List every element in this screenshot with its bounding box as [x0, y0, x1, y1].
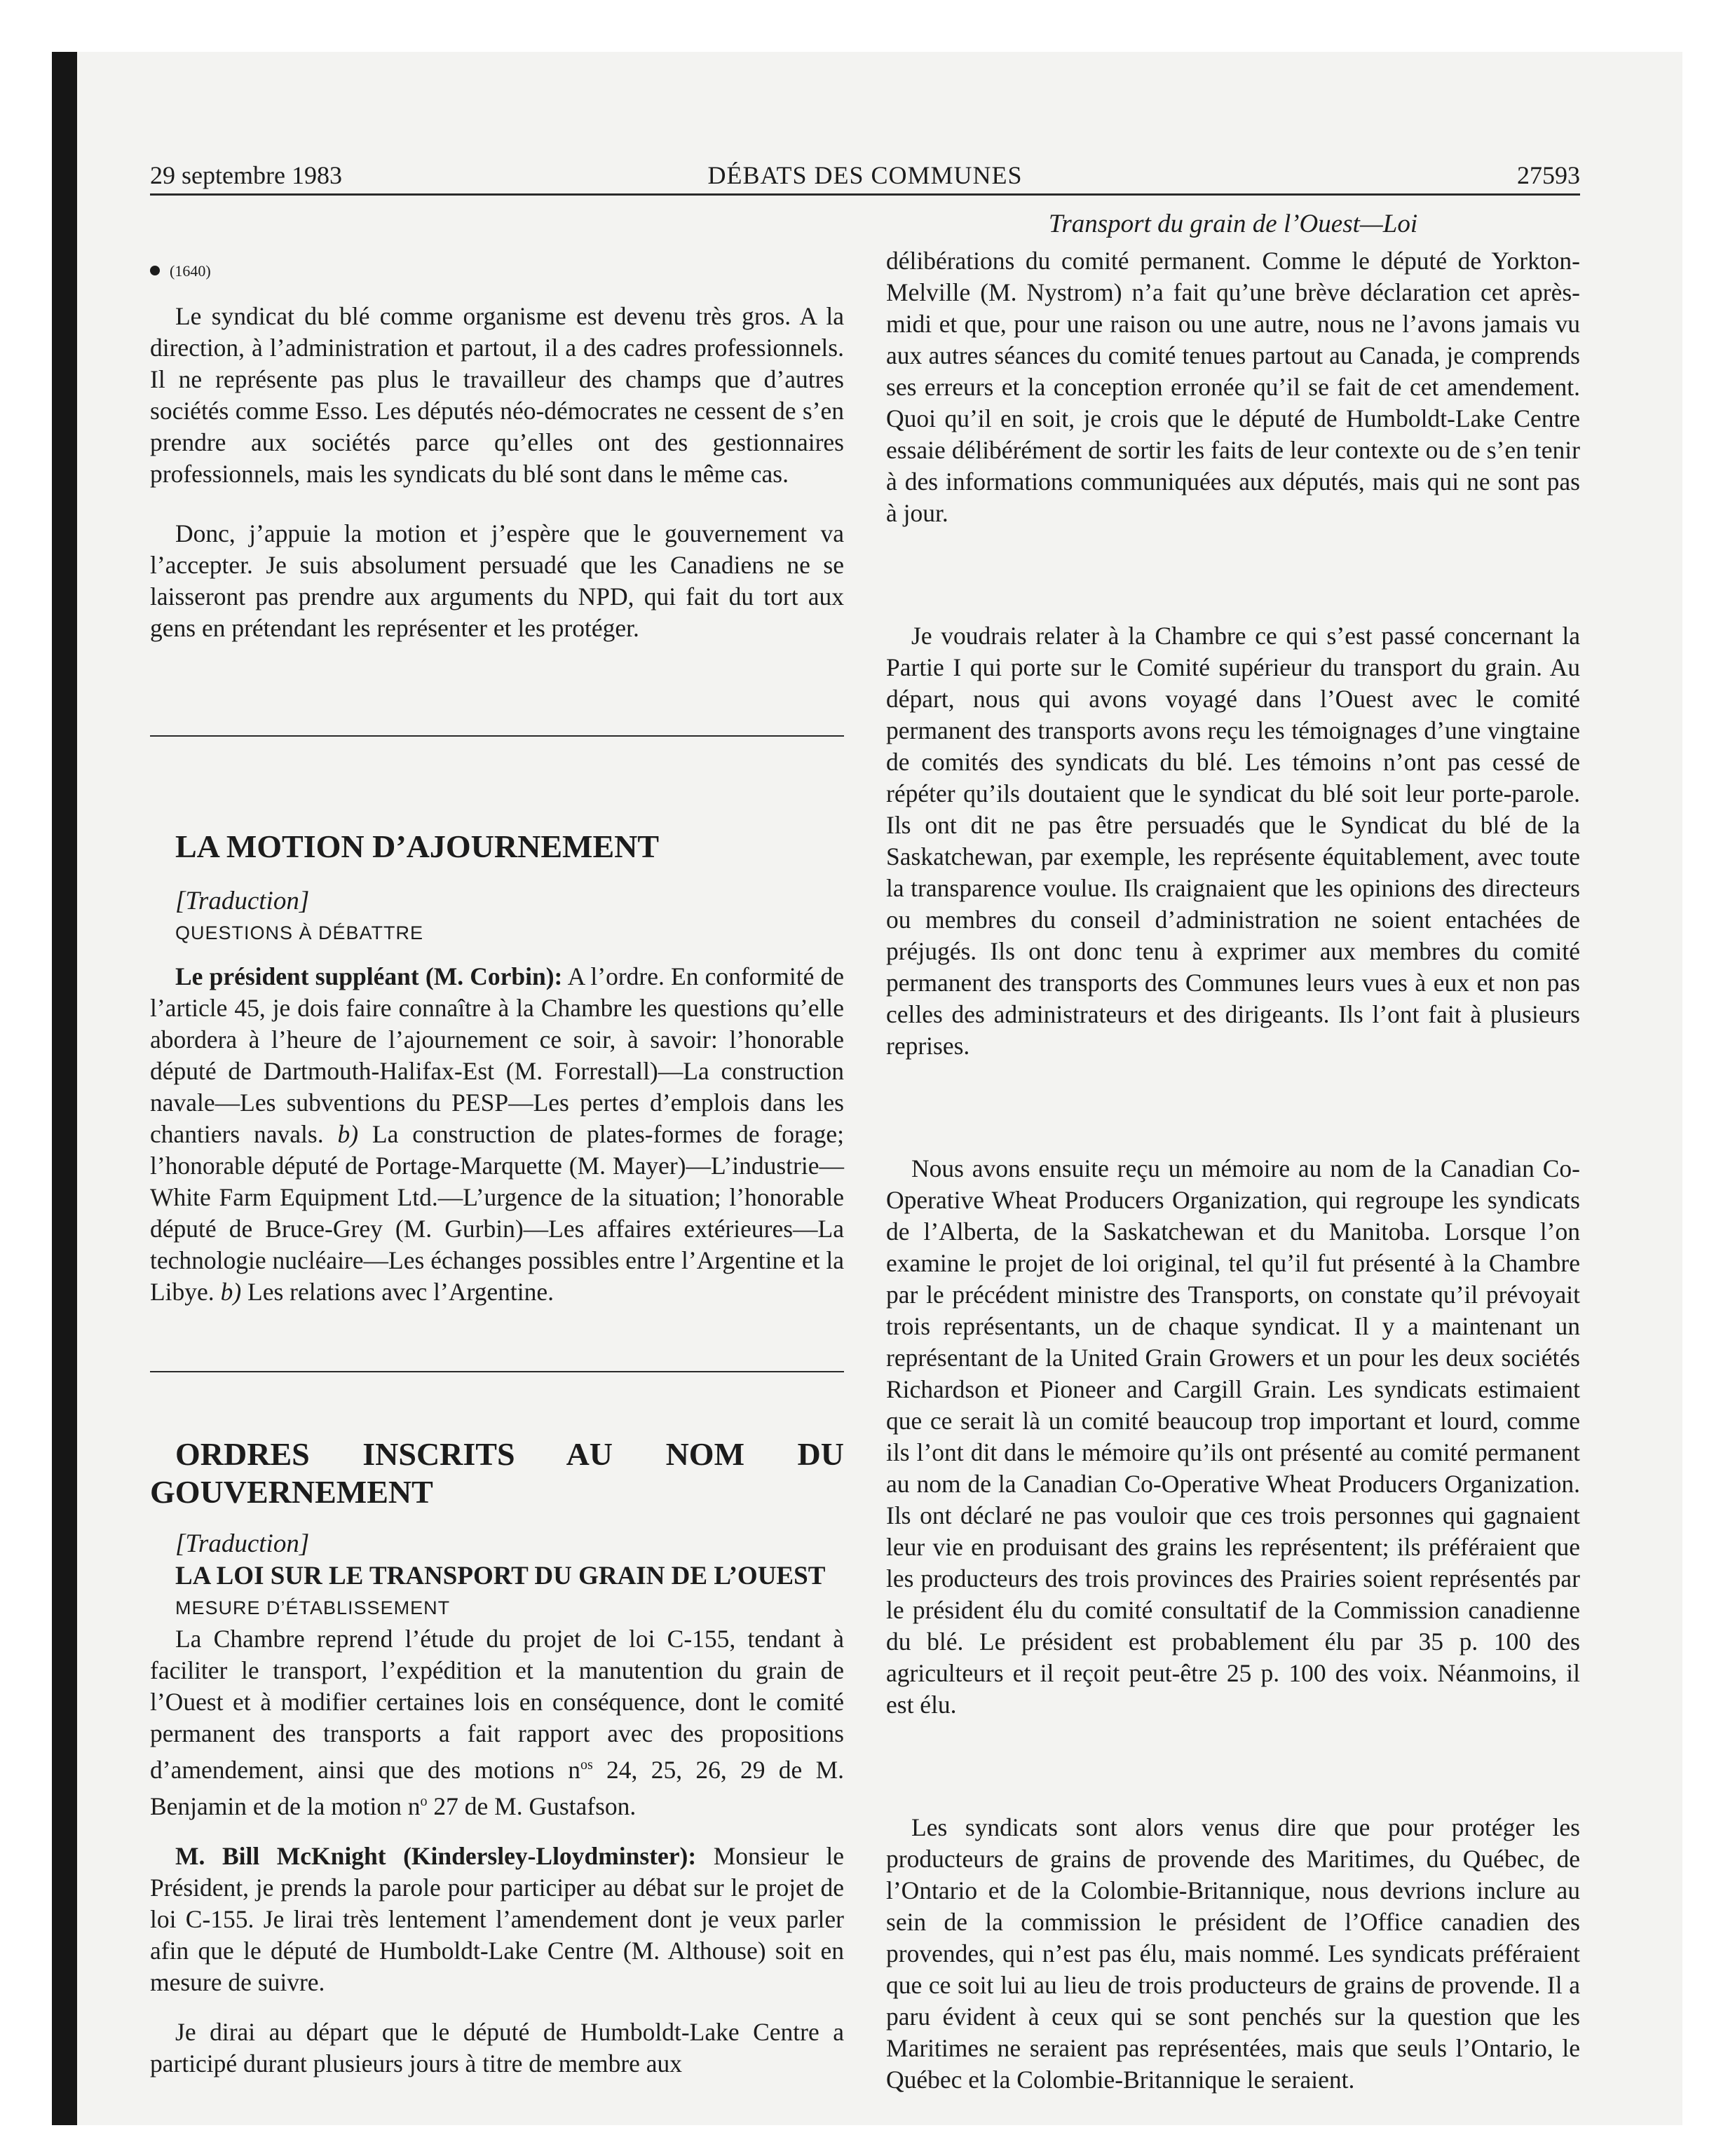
- paragraph: La Chambre reprend l’étude du projet de loi C-155, tendant à faciliter le transport, l’expédition et la manutention du grain de l’Ouest et à modifier certaines lois en conséquence, dont le comité permanent des transports a fait rapport avec des propositions d’amendement, ainsi que des motions $n^{os}$ 24, 25, 26, 29 de M. Benjamin et de la motion $n^o$ 27 de M. Gustafson.: [150, 1625, 845, 1820]
- paragraph: Donc, j’appuie la motion et j’espère que le gouvernement va l’accepter. Je suis absolument persuadé que les Canadiens ne se laisseront pas prendre aux arguments du NPD, qui fait du tort aux gens en prétendant les représenter et les protéger.: [150, 519, 844, 642]
- subheading: MESURE D’ÉTABLISSEMENT: [175, 1597, 451, 1618]
- paragraph: Le syndicat du blé comme organisme est devenu très gros. A la direction, à l’administration et partout, il a des cadres professionnels. Il ne représente pas plus le travailleur des champs que d’autres sociétés comme Esso. Les députés néo-démocrates ne cessent de s’en prendre aux sociétés parce qu’elles ont des gestionnaires professionnels, mais les syndicats du blé sont dans le même cas.: [150, 302, 844, 488]
- paragraph: Les syndicats sont alors venus dire que pour protéger les producteurs de grains de provende des Maritimes, du Québec, de l’Ontario et de la Colombie-Britannique, nous devrions inclure au sein de la commission le président de l’Office canadien des provendes, qui n’est pas élu, mais nommé. Les syndicats préféraient que ce soit lui au lieu de trois producteurs de grains de provende. Il a paru évident à ceux qui se sont penchés sur la question que les Maritimes ne seraient pas représentées, mais que seuls l’Ontario, le Québec et la Colombie-Britannique le seraient.: [886, 1813, 1580, 2094]
- bill-title: LA LOI SUR LE TRANSPORT DU GRAIN DE L’OUEST: [175, 1562, 826, 1590]
- left-column: [150, 245, 844, 2080]
- translation-note: [Traduction]: [175, 887, 310, 915]
- header-page-number: 27593: [1517, 161, 1580, 189]
- right-column: [886, 245, 1580, 2096]
- speaker-name: Le président suppléant (M. Corbin):: [175, 962, 563, 990]
- paragraph: Nous avons ensuite reçu un mémoire au nom de la Canadian Co-Operative Wheat Producers Organization, qui regroupe les syndicats de l’Alberta, de la Saskatchewan et du Manitoba. Lorsque l’on examine le projet de loi original, tel qu’il fut présenté à la Chambre par le précédent ministre des Transports, on constate qu’il prévoyait trois représentants, un de chaque syndicat. Il y a maintenant un représentant de la United Grain Growers et un pour les deux sociétés Richardson et Pioneer and Cargill Grain. Les syndicats estimaient que ce serait là un comité beaucoup trop important et lourd, comme ils l’ont dit dans le mémoire qu’ils ont présenté au comité permanent au nom de la Canadian Co-Operative Wheat Producers Organization. Ils ont déclaré ne pas vouloir que ces trois personnes qui gagnaient leur vie en produisant des grains les représentent; ils préféraient que les producteurs des trois provinces des Prairies soient représentés par le président élu du comité consultatif de la Commission canadienne du blé. Le président est probablement élu par 35 p. 100 des agriculteurs et il reçoit peut-être 25 p. 100 des voix. Néanmoins, il est élu.: [886, 1154, 1580, 1719]
- time-marker-text: (1640): [170, 262, 211, 280]
- paragraph: M. Bill McKnight (Kindersley-Lloydminster): Monsieur le Président, je prends la parole pour participer au débat sur le projet de loi C-155. Je lirai très lentement l’amendement dont je veux parler afin que le député de Humboldt-Lake Centre (M. Althouse) soit en mesure de suivre.: [150, 1841, 844, 1996]
- subheading: QUESTIONS À DÉBATTRE: [175, 922, 424, 943]
- paragraph: Je dirai au départ que le député de Humboldt-Lake Centre a participé durant plusieurs jours à titre de membre aux: [150, 2017, 844, 2077]
- scan-binding-edge: [52, 52, 77, 2125]
- paragraph: Le président suppléant (M. Corbin): A l’ordre. En conformité de l’article 45, je dois faire connaître à la Chambre les questions qu’elle abordera à l’heure de l’ajournement ce soir, à savoir: l’honorable député de Dartmouth-Halifax-Est (M. Forrestall)—La construction navale—Les subventions du PESP—Les pertes d’emplois dans les chantiers navals. b) La construction de plates-formes de forage; l’honorable député de Portage-Marquette (M. Mayer)—L’industrie—White Farm Equipment Ltd.—L’urgence de la situation; l’honorable député de Bruce-Grey (M. Gurbin)—Les affaires extérieures—La technologie nucléaire—Les échanges possibles entre l’Argentine et la Libye. b) Les relations avec l’Argentine.: [150, 962, 845, 1306]
- translation-note: [Traduction]: [175, 1529, 310, 1558]
- header-date: 29 septembre 1983: [150, 161, 342, 189]
- section-heading: ORDRES INSCRITS AU NOM DU GOUVERNEMENT: [150, 1436, 844, 1510]
- header-title: DÉBATS DES COMMUNES: [707, 161, 1023, 189]
- speaker-name: M. Bill McKnight (Kindersley-Lloydminster):: [175, 1841, 697, 1870]
- paragraph: Je voudrais relater à la Chambre ce qui s’est passé concernant la Partie I qui porte sur le Comité supérieur du transport du grain. Au départ, nous qui avons voyagé dans l’Ouest avec le comité permanent des transports avons reçu les témoignages d’une vingtaine de comités des syndicats du blé. Les témoins n’ont pas cessé de répéter qu’ils doutaient que le syndicat du blé soit leur porte-parole. Ils ont dit ne pas être persuadés que le Syndicat du blé de la Saskatchewan, par exemple, les représente équitablement, avec toute la transparence voulue. Ils craignaient que les opinions des directeurs ou membres du conseil d’administration ne soient entachées de préjugés. Ils ont donc tenu à exprimer aux membres du comité permanent des transports des Communes leurs vues à eux et non pas celles des administrateurs et des dirigeants. Ils l’ont fait à plusieurs reprises.: [886, 622, 1580, 1060]
- running-title: Transport du grain de l’Ouest—Loi: [1048, 210, 1418, 238]
- time-marker: [150, 255, 844, 287]
- paragraph: délibérations du comité permanent. Comme le député de Yorkton-Melville (M. Nystrom) n’a fait qu’une brève déclaration cet après-midi et que, pour une raison ou une autre, nous ne l’avons jamais vu aux autres séances du comité tenues partout au Canada, je comprends ses erreurs et la conception erronée qu’il se fait de cet amendement. Quoi qu’il en soit, je crois que le député de Humboldt-Lake Centre essaie délibérément de sortir les faits de leur contexte ou de s’en tenir à des informations communiquées aux députés, mais qui ne sont pas à jour.: [886, 247, 1580, 527]
- section-heading: LA MOTION D’AJOURNEMENT: [175, 828, 660, 864]
- bullet-icon: [150, 266, 160, 275]
- page-header: [150, 157, 1580, 196]
